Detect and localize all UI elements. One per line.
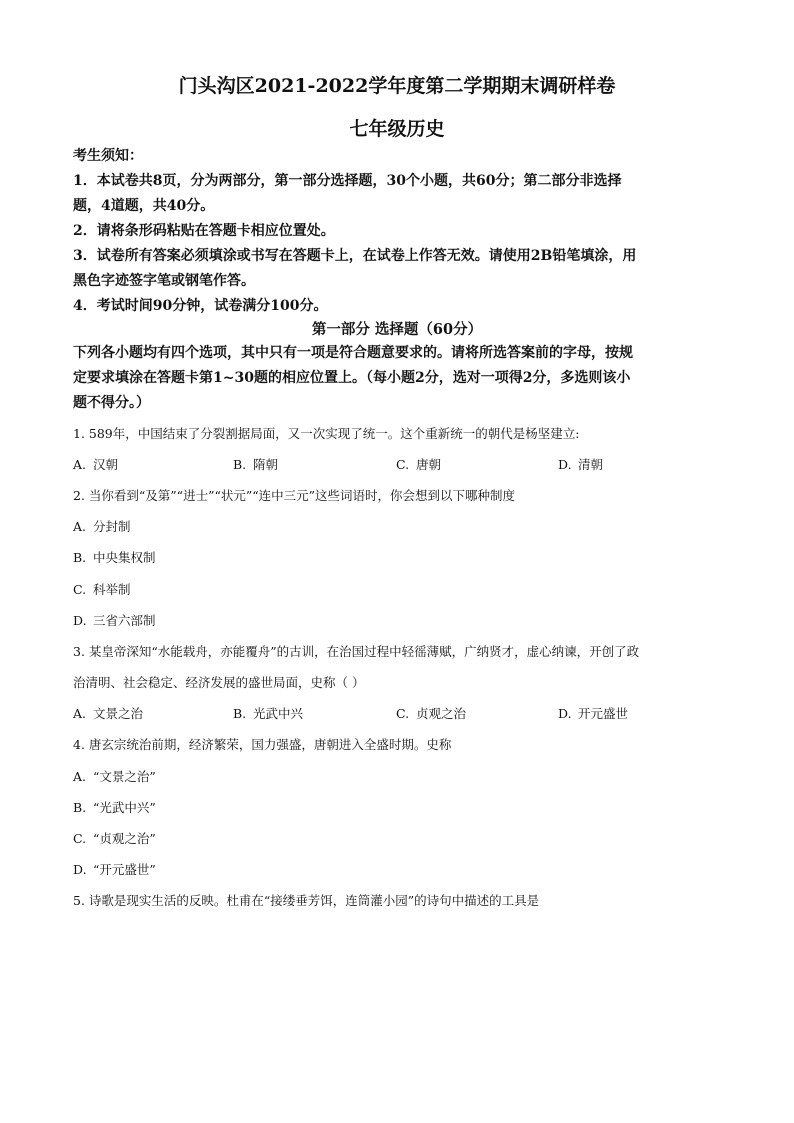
option-label: A. — [73, 457, 87, 472]
question-1-option-b — [233, 455, 278, 473]
notice-line: 题，4道题，共40分。 — [73, 198, 215, 214]
option-label: A. — [73, 519, 87, 534]
option-text: 贞观之治 — [416, 706, 467, 721]
question-2-option-b — [73, 548, 156, 566]
notice-line: 3．试卷所有答案必须填涂或书写在答题卡上，在试卷上作答无效。请使用2B铅笔填涂，用 — [73, 248, 637, 264]
question-1-stem: 1. 589年，中国结束了分裂割据局面，又一次实现了统一。这个重新统一的朝代是杨坚建立: — [73, 426, 580, 441]
option-label: B. — [73, 800, 87, 815]
option-label: D. — [73, 862, 87, 877]
option-text: “贞观之治” — [93, 831, 156, 846]
question-1-option-c — [396, 455, 441, 473]
option-text: 三省六部制 — [93, 613, 156, 628]
option-label: A. — [73, 769, 87, 784]
question-4-option-b — [73, 798, 156, 816]
notice-line: 黑色字迹签字笔或钢笔作答。 — [73, 273, 255, 289]
instruction-line: 题不得分。） — [73, 395, 150, 411]
exam-title: 门头沟区2021-2022学年度第二学期期末调研样卷 — [178, 75, 616, 97]
option-label: D. — [558, 706, 572, 721]
option-text: “光武中兴” — [93, 800, 156, 815]
question-1-option-d — [558, 455, 603, 473]
question-2-option-c — [73, 580, 131, 598]
instruction-line: 定要求填涂在答题卡第1~30题的相应位置上。（每小题2分，选对一项得2分，多选则该小 — [73, 370, 631, 386]
question-4-option-d — [73, 860, 156, 878]
question-3-option-d — [558, 704, 628, 722]
section-title: 第一部分 选择题（60分） — [311, 321, 483, 338]
option-label: C. — [396, 706, 410, 721]
option-label: B. — [233, 706, 247, 721]
option-text: 中央集权制 — [93, 550, 156, 565]
notice-heading: 考生须知： — [73, 148, 143, 164]
question-2-stem: 2. 当你看到“及第”“进士”“状元”“连中三元”这些词语时，你会想到以下哪种制度 — [73, 488, 516, 503]
option-label: C. — [73, 831, 87, 846]
question-2-option-d — [73, 611, 156, 629]
instruction-line: 下列各小题均有四个选项，其中只有一项是符合题意要求的。请将所选答案前的字母，按规 — [73, 345, 633, 361]
question-3-stem-cont: 治清明、社会稳定、经济发展的盛世局面，史称（ ） — [73, 675, 365, 690]
exam-subject: 七年级历史 — [349, 118, 445, 140]
question-3-stem: 3. 某皇帝深知“水能载舟，亦能覆舟”的古训，在治国过程中轻徭薄赋，广纳贤才，虚心纳谏，开创了政 — [73, 644, 640, 659]
option-text: “开元盛世” — [93, 862, 156, 877]
option-text: 分封制 — [93, 519, 131, 534]
option-text: 光武中兴 — [253, 706, 304, 721]
option-label: B. — [233, 457, 247, 472]
question-4-option-c — [73, 829, 156, 847]
candidate-notice — [73, 144, 733, 319]
option-text: 汉朝 — [93, 457, 119, 472]
question-3-option-a — [73, 704, 143, 722]
option-label: D. — [558, 457, 572, 472]
question-2-option-a — [73, 517, 131, 535]
question-5-stem: 5. 诗歌是现实生活的反映。杜甫在“接缕垂芳饵，连筒灌小园”的诗句中描述的工具是 — [73, 893, 540, 908]
option-label: B. — [73, 550, 87, 565]
notice-line: 4．考试时间90分钟，试卷满分100分。 — [73, 298, 328, 314]
option-text: “文景之治” — [93, 769, 156, 784]
question-4-option-a — [73, 767, 156, 785]
option-label: A. — [73, 706, 87, 721]
option-text: 唐朝 — [416, 457, 442, 472]
option-text: 文景之治 — [93, 706, 144, 721]
option-label: C. — [73, 582, 87, 597]
option-text: 开元盛世 — [578, 706, 629, 721]
section-instructions — [73, 341, 733, 416]
notice-line: 1．本试卷共8页，分为两部分，第一部分选择题，30个小题，共60分；第二部分非选择 — [73, 173, 622, 189]
option-label: C. — [396, 457, 410, 472]
question-4-stem: 4. 唐玄宗统治前期，经济繁荣，国力强盛，唐朝进入全盛时期。史称 — [73, 737, 452, 752]
question-3-option-b — [233, 704, 303, 722]
question-1-option-a — [73, 455, 118, 473]
option-text: 清朝 — [578, 457, 604, 472]
option-text: 隋朝 — [253, 457, 279, 472]
option-text: 科举制 — [93, 582, 131, 597]
option-label: D. — [73, 613, 87, 628]
notice-line: 2．请将条形码粘贴在答题卡相应位置处。 — [73, 223, 335, 239]
question-3-option-c — [396, 704, 466, 722]
